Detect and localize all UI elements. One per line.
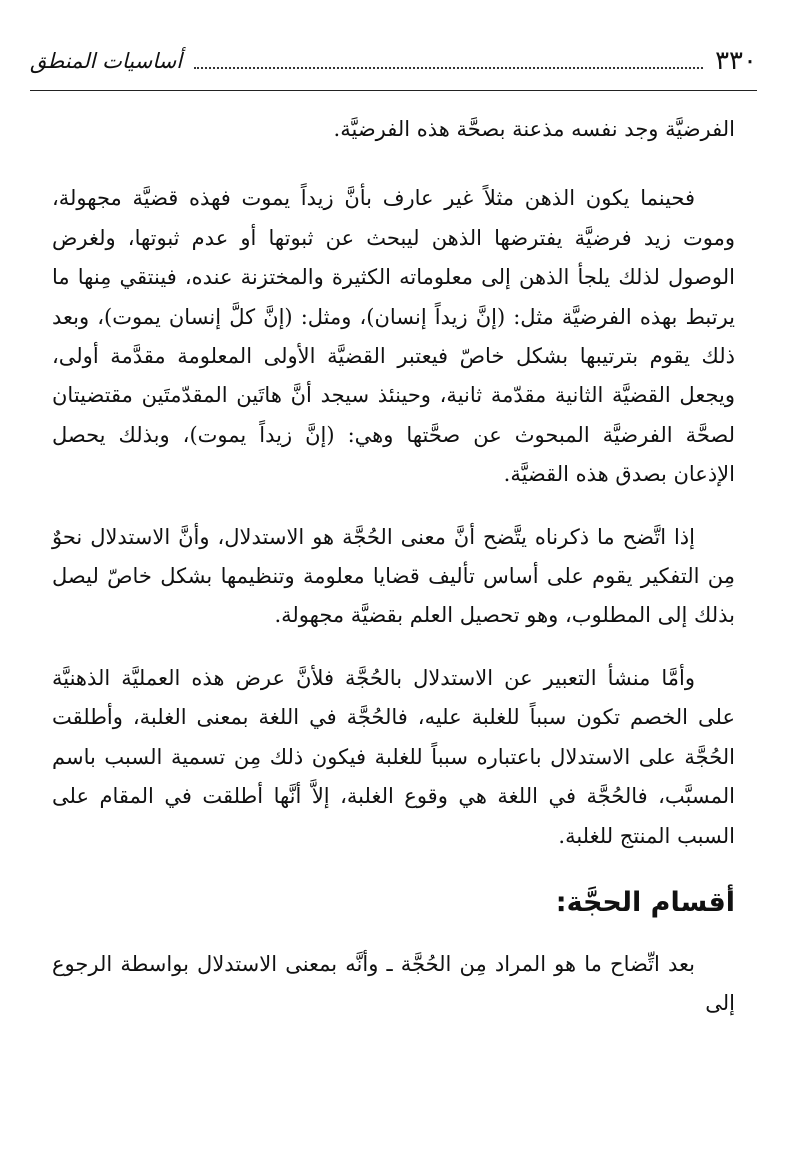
page-number: ٣٣٠ [715,46,757,76]
paragraph-continuation: الفرضيَّة وجد نفسه مذعنة بصحَّة هذه الفرضيَّة. [333,117,735,141]
paragraph-example: فحينما يكون الذهن مثلاً غير عارف بأنَّ زيداً يموت فهذه قضيَّة مجهولة، وموت زيد فرضيَّة يفترضها الذهن ليبحث عن ثبوتها أو عدم ثبوتها، ولغرض الوصول لذلك يلجأ الذهن إلى معلوماته الكثيرة والمختزنة عنده، فينتقي مِنها ما يرتبط بهذه الفرضيَّة مثل: (إنَّ زيداً إنسان)، ومثل: (إنَّ كلَّ إنسان يموت)، وبعد ذلك يقوم بترتيبها بشكل خاصّ فيعتبر القضيَّة الأولى المعلومة مقدَّمة أولى، ويجعل القضيَّة الثانية مقدّمة ثانية، وحينئذ سيجد أنَّ هاتَين المقدّمتَين مقتضيتان لصحَّة الفرضيَّة المبحوث عن صحَّتها وهي: (إنَّ زيداً يموت)، وبذلك يحصل الإذعان بصدق هذه القضيَّة. [52,186,735,487]
paragraph-origin: وأمَّا منشأ التعبير عن الاستدلال بالحُجَّة فلأنَّ عرض هذه العمليَّة الذهنيَّة على الخصم تكون سبباً للغلبة عليه، فالحُجَّة في اللغة بمعنى الغلبة، وأطلقت الحُجَّة على الاستدلال باعتباره سبباً للغلبة فيكون ذلك مِن تسمية السبب باسم المسبَّب، فالحُجَّة في اللغة هي وقوع الغلبة، إلاَّ أنَّها أطلقت في المقام على السبب المنتج للغلبة. [52,665,735,848]
paragraph-definition: إذا اتَّضح ما ذكرناه يتَّضح أنَّ معنى الحُجَّة هو الاستدلال، وأنَّ الاستدلال نحوٌ مِن التفكير يقوم على أساس تأليف قضايا معلومة وتنظيمها بشكل خاصّ ليصل بذلك إلى المطلوب، وهو تحصيل العلم بقضيَّة مجهولة. [52,524,735,628]
running-title: أساسيات المنطق [30,49,183,73]
paragraph-last: بعد اتِّضاح ما هو المراد مِن الحُجَّة ـ وأنَّه بمعنى الاستدلال بواسطة الرجوع إلى [52,951,735,1016]
page-body [52,110,735,1024]
page-header [30,44,757,78]
header-rule [30,90,757,91]
header-dot-leader [194,53,703,69]
section-heading: أقسام الحجَّة: [555,886,735,918]
